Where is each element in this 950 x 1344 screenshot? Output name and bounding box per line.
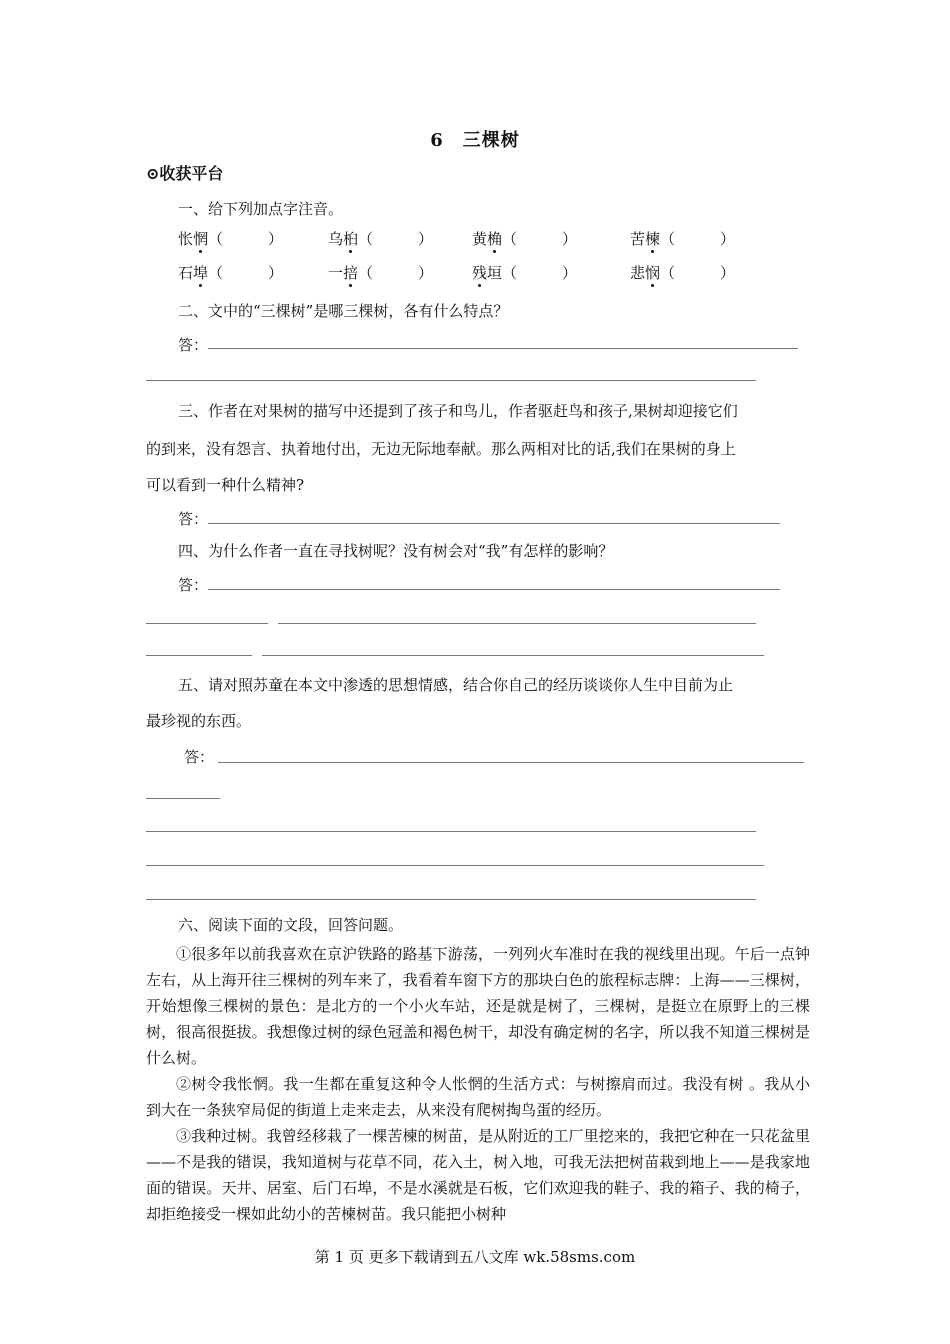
question-2-prompt: 二、文中的“三棵树”是哪三棵树，各有什么特点？ [178,302,509,320]
answer-line[interactable] [146,655,252,656]
passage-paragraph: ①很多年以前我喜欢在京沪铁路的路基下游荡，一列列火车准时在我的视线里出现。午后一点钟左右，从上海开往三棵树的列车来了，我看着车窗下方的那块白色的旅程标志牌：上海——三棵树，开始想像三棵树的景色：是北方的一个小火车站，还是就是树了，三棵树，是挺立在原野上的三棵树，很高很挺拔。我想像过树的绿色冠盖和褐色树干，却没有确定树的名字，所以我不知道三棵树是什么树。 [146,945,810,1067]
answer-label: 答： [178,336,209,354]
answer-line[interactable] [262,655,764,656]
answer-line[interactable] [146,623,268,624]
question-3-line: 可以看到一种什么精神? [146,476,305,494]
answer-line[interactable] [146,831,756,832]
section-heading: ⊙收获平台 [146,164,224,183]
pinyin-item: 残垣（ ） [472,264,578,282]
pinyin-item: 石埠（ ） [178,264,284,282]
pinyin-item: 乌桕（ ） [328,230,434,248]
dotted-char: 楝 [645,230,661,248]
question-5-line: 五、请对照苏童在本文中渗透的思想情感，结合你自己的经历谈谈你人生中目前为止 [178,676,734,694]
pinyin-item: 悲悯（ ） [630,264,736,282]
page-title: 6 三棵树 [430,130,520,151]
question-1-prompt: 一、给下列加点字注音。 [178,200,344,218]
dotted-char: 惘 [193,230,209,248]
passage-paragraph: ②树令我怅惘。我一生都在重复这种令人怅惘的生活方式：与树擦肩而过。我没有树 。我从小到大在一条狭窄局促的街道上走来走去，从来没有爬树掏鸟蛋的经历。 [146,1075,810,1119]
answer-line[interactable] [208,589,780,590]
reading-passage [146,941,810,1227]
question-5-line: 最珍视的东西。 [146,712,252,730]
pinyin-item: 苦楝（ ） [630,230,736,248]
question-3-line: 的到来，没有怨言、执着地付出，无边无际地奉献。那么两相对比的话,我们在果树的身上 [146,440,736,458]
answer-label: 答： [178,576,209,594]
answer-line[interactable] [208,348,798,349]
answer-line[interactable] [278,623,756,624]
answer-line[interactable] [146,865,764,866]
dotted-char: 残 [472,264,488,282]
dotted-char: 桷 [487,230,503,248]
dotted-char: 埠 [193,264,209,282]
question-6-prompt: 六、阅读下面的文段，回答问题。 [178,916,404,934]
question-3-line: 三、作者在对果树的描写中还提到了孩子和鸟儿，作者驱赶鸟和孩子,果树却迎接它们 [178,402,738,420]
dotted-char: 悯 [645,264,661,282]
pinyin-item: 黄桷（ ） [472,230,578,248]
answer-line[interactable] [208,523,780,524]
passage-paragraph: ③我种过树。我曾经移栽了一棵苦楝的树苗，是从附近的工厂里挖来的，我把它种在一只花盆里——不是我的错误，我知道树与花草不同，花入土，树入地，可我无法把树苗栽到地上——是我家地面的错误。天井、居室、后门石埠，不是水溪就是石板，它们欢迎我的鞋子、我的箱子、我的椅子，却拒绝接受一棵如此幼小的苦楝树苗。我只能把小树种 [146,1127,810,1223]
pinyin-item: 怅惘（ ） [178,230,284,248]
dotted-char: 桕 [343,230,359,248]
answer-label: 答： [184,748,215,766]
answer-label: 答： [178,510,209,528]
pinyin-item: 一掊（ ） [328,264,434,282]
page-footer: 第 1 页 更多下载请到五八文库 wk.58sms.com [314,1248,636,1266]
answer-line[interactable] [146,380,756,381]
question-4-prompt: 四、为什么作者一直在寻找树呢？没有树会对“我”有怎样的影响？ [178,542,614,560]
answer-line[interactable] [218,762,804,763]
dotted-char: 掊 [343,264,359,282]
answer-line[interactable] [146,899,756,900]
answer-line[interactable] [146,798,220,799]
